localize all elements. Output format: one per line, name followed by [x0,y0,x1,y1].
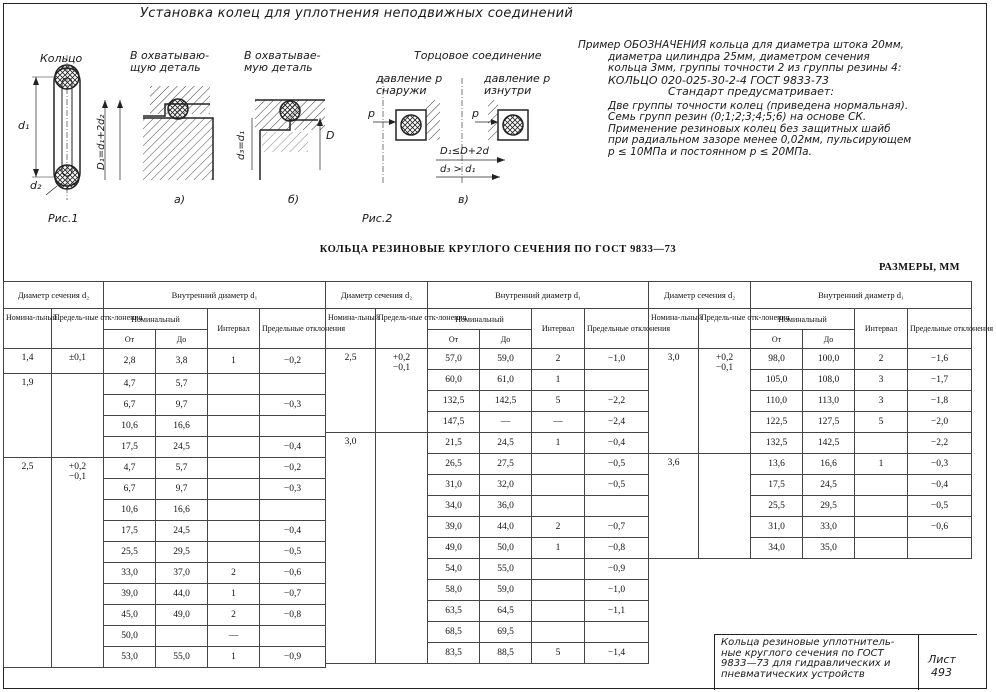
cell-interval [208,374,260,395]
header-dev-col: Предель-ные отк-лонения [376,309,428,349]
cell-to: 24,5 [803,475,855,496]
section-deviation-line: −0,1 [715,363,734,373]
cell-to: 44,0 [480,517,532,538]
header-nominal-col: Номина-льный [4,309,52,349]
cell-limit: −0,4 [260,437,326,458]
title-block-divider [918,635,919,690]
header-interval: Интервал [855,309,908,349]
cell-from: 58,0 [428,580,480,601]
cell-limit: −0,7 [585,517,649,538]
seal-drawing-a [102,86,213,180]
cell-limit: −1,8 [908,391,972,412]
sym-b-dim: d₃=d₁ [236,130,247,160]
header-to: До [803,330,855,349]
cell-to: 59,0 [480,349,532,370]
cell-interval [208,500,260,521]
cell-from: 17,5 [104,437,156,458]
cell-to: 24,5 [156,437,208,458]
cell-to: 44,0 [156,584,208,605]
cell-limit: −0,3 [260,395,326,416]
cell-limit: −0,8 [260,605,326,626]
cell-interval: 1 [532,538,585,559]
cell-to: 16,6 [156,416,208,437]
cell-limit: −0,9 [585,559,649,580]
cell-from: 63,5 [428,601,480,622]
section-nominal: 2,5 [326,349,376,433]
cell-limit [260,500,326,521]
cell-from: 57,0 [428,349,480,370]
cell-limit: −2,0 [908,412,972,433]
cell-interval [532,475,585,496]
cell-interval [532,496,585,517]
cell-interval [855,496,908,517]
cell-limit [260,416,326,437]
cell-limit: −0,6 [908,517,972,538]
cell-to: 16,6 [803,454,855,475]
cell-interval: 5 [532,391,585,412]
ring-label: Кольцо [40,52,83,65]
cell-to: 61,0 [480,370,532,391]
cell-limit: −0,3 [260,479,326,500]
figure-1-caption: Рис.1 [48,212,79,225]
sizes-label: РАЗМЕРЫ, ММ [878,262,960,273]
cell-from: 68,5 [428,622,480,643]
cell-interval [855,517,908,538]
sym-p-right: p [472,107,479,120]
section-nominal: 1,9 [4,374,52,458]
cell-limit: −0,2 [260,349,326,374]
cell-to: 16,6 [156,500,208,521]
cell-interval [208,479,260,500]
cell-to: 9,7 [156,479,208,500]
cell-from: 122,5 [751,412,803,433]
cell-interval [208,395,260,416]
cell-interval [208,416,260,437]
rings-table-3 [648,281,994,559]
cell-interval: 3 [855,370,908,391]
cell-interval [208,458,260,479]
cell-to: 27,5 [480,454,532,475]
cell-limit: −1,4 [585,643,649,664]
cell-from: 26,5 [428,454,480,475]
cell-interval: 2 [208,605,260,626]
cell-to: 24,5 [156,521,208,542]
cell-interval [532,622,585,643]
cell-limit [260,626,326,647]
cell-from: 33,0 [104,563,156,584]
cell-limit: −0,4 [585,433,649,454]
cell-to: — [480,412,532,433]
table-row [649,349,972,370]
header-to: До [480,330,532,349]
cell-to: 29,5 [803,496,855,517]
cell-from: 6,7 [104,479,156,500]
cell-interval [532,559,585,580]
section-nominal: 2,5 [4,458,52,668]
figure-title: Установка колец для уплотнения неподвижных соединений [140,6,574,21]
cell-interval: 2 [532,517,585,538]
caption-a: а) [174,193,186,206]
header-inner: Внутренний диаметр d₁ [751,282,972,309]
cell-from: 132,5 [428,391,480,412]
cell-to: 9,7 [156,395,208,416]
cell-from: 45,0 [104,605,156,626]
cell-to: 29,5 [156,542,208,563]
section-deviation [52,374,104,458]
cell-from: 4,7 [104,458,156,479]
cell-from: 54,0 [428,559,480,580]
seal-drawing-b [252,100,325,180]
cell-from: 17,5 [751,475,803,496]
section-deviation [699,454,751,559]
cell-limit: −0,5 [585,454,649,475]
cell-interval: 2 [208,563,260,584]
cell-from: 105,0 [751,370,803,391]
cell-limit [908,538,972,559]
cell-interval [532,601,585,622]
cell-limit: −1,0 [585,349,649,370]
cell-from: 31,0 [751,517,803,538]
cell-to: 32,0 [480,475,532,496]
cell-to: 142,5 [480,391,532,412]
cell-to: 108,0 [803,370,855,391]
cell-to [156,626,208,647]
cell-from: 4,7 [104,374,156,395]
cell-interval: — [208,626,260,647]
cell-from: 21,5 [428,433,480,454]
cell-limit: −1,1 [585,601,649,622]
title-block-text: Кольца резиновые уплотнитель- ные круглого сечения по ГОСТ 9833—73 для гидравлических и пневматических устройств [721,637,895,680]
rings-table-2 [325,281,671,664]
cell-from: 25,5 [751,496,803,517]
header-section: Диаметр сечения d₂ [649,282,751,309]
label-face: Торцовое соединение [414,49,542,62]
cell-to: 3,8 [156,349,208,374]
caption-c: в) [458,193,469,206]
cell-to: 33,0 [803,517,855,538]
cell-limit: −0,6 [260,563,326,584]
cell-limit: −0,5 [260,542,326,563]
cell-from: 6,7 [104,395,156,416]
cell-limit: −0,3 [908,454,972,475]
title-block [714,634,977,690]
section-nominal: 3,6 [649,454,699,559]
cell-interval [532,454,585,475]
section-nominal: 1,4 [4,349,52,374]
section-deviation [376,433,428,664]
cell-from: 132,5 [751,433,803,454]
cell-interval: 5 [855,412,908,433]
cell-interval: 1 [532,433,585,454]
table-row [4,458,326,479]
cell-interval [208,521,260,542]
sym-a-dim: D₁=d₁+2d₂ [96,114,107,170]
header-from: От [104,330,156,349]
cell-to: 55,0 [480,559,532,580]
header-inner: Внутренний диаметр d₁ [428,282,649,309]
section-nominal: 3,0 [649,349,699,454]
section-deviation [52,349,104,374]
header-section: Диаметр сечения d₂ [4,282,104,309]
cell-from: 17,5 [104,521,156,542]
cell-limit: −1,7 [908,370,972,391]
cell-from: 83,5 [428,643,480,664]
cell-to: 69,5 [480,622,532,643]
cell-from: 98,0 [751,349,803,370]
cell-to: 36,0 [480,496,532,517]
table-row [326,349,649,370]
header-inner: Внутренний диаметр d₁ [104,282,326,309]
header-from: От [751,330,803,349]
table-row [326,433,649,454]
cell-to: 127,5 [803,412,855,433]
cell-to: 100,0 [803,349,855,370]
cell-limit: −1,6 [908,349,972,370]
cell-to: 59,0 [480,580,532,601]
cell-limit: −0,9 [260,647,326,668]
sym-d1: d₁ [18,119,30,132]
cell-interval: 1 [208,647,260,668]
face-dim1: D₁≤D+2d [440,146,489,157]
cell-interval [532,580,585,601]
header-section: Диаметр сечения d₂ [326,282,428,309]
table-row [4,349,326,374]
cell-interval: 5 [532,643,585,664]
label-b: В охватывае- мую деталь [244,49,321,74]
sym-d2: d₂ [30,179,42,192]
header-dev-col: Предель-ные отк-лонения [52,309,104,349]
cell-interval [855,475,908,496]
cell-to: 64,5 [480,601,532,622]
cell-from: 34,0 [751,538,803,559]
table-title: КОЛЬЦА РЕЗИНОВЫЕ КРУГЛОГО СЕЧЕНИЯ ПО ГОСТ 9833—73 [319,244,677,255]
rings-table-1 [3,281,346,668]
cell-to: 88,5 [480,643,532,664]
caption-b: б) [288,193,300,206]
figure-2-caption: Рис.2 [362,212,393,225]
header-interval: Интервал [208,309,260,349]
cell-limit [585,496,649,517]
pressure-outside: давление р снаружи [376,72,443,97]
cell-from: 53,0 [104,647,156,668]
section-deviation-line: +0,2 [715,353,734,363]
cell-from: 147,5 [428,412,480,433]
section-deviation-line: +0,2 [392,353,411,363]
cell-from: 60,0 [428,370,480,391]
cell-limit: −0,5 [585,475,649,496]
cell-to: 35,0 [803,538,855,559]
cell-limit: −0,8 [585,538,649,559]
cell-limit: −0,7 [260,584,326,605]
cell-interval [208,542,260,563]
cell-limit: −2,2 [908,433,972,454]
sym-p-left: p [368,107,375,120]
cell-from: 39,0 [428,517,480,538]
cell-from: 34,0 [428,496,480,517]
header-limit-dev: Предельные отклонения [908,309,972,349]
cell-interval [208,437,260,458]
cell-from: 13,6 [751,454,803,475]
cell-from: 10,6 [104,500,156,521]
designation-note: Пример ОБОЗНАЧЕНИЯ кольца для диаметра штока 20мм, диаметра цилиндра 25мм, диаметром сечения кольца 3мм, группы точности 2 из группы резины 4: КОЛЬЦО 020-025-30-2-4 ГОСТ 9833-73 Стандарт предусматривает: Две группы точности колец (приведена нормальная). Семь групп резин (0;1;2;3;4;5;6) на основе СК. Применение резиновых колец без защитных шайб при радиальном зазоре менее 0,02мм, пульсирующем p ≤ 10МПа и постоянном p ≤ 20МПа. [578,39,912,158]
header-nominal: Номинальный [428,309,532,330]
cell-from: 50,0 [104,626,156,647]
header-nominal-col: Номина-льный [649,309,699,349]
cell-to: 50,0 [480,538,532,559]
section-nominal: 3,0 [326,433,376,664]
section-deviation-line: +0,2 [68,462,87,472]
cell-interval: 1 [855,454,908,475]
cell-from: 49,0 [428,538,480,559]
cell-interval: 1 [208,584,260,605]
header-to: До [156,330,208,349]
cell-limit [585,622,649,643]
cell-to: 37,0 [156,563,208,584]
cell-interval [855,538,908,559]
cell-interval: 3 [855,391,908,412]
header-nominal: Номинальный [104,309,208,330]
sheet-number: 493 [931,666,952,679]
header-dev-col: Предель-ные отк-лонения [699,309,751,349]
table-row [649,454,972,475]
cell-from: 25,5 [104,542,156,563]
header-interval: Интервал [532,309,585,349]
header-nominal: Номинальный [751,309,855,330]
cell-from: 110,0 [751,391,803,412]
table-row [4,374,326,395]
cell-to: 24,5 [480,433,532,454]
section-deviation-line: −0,1 [68,472,87,482]
header-nominal-col: Номина-льный [326,309,376,349]
pressure-inside: давление р изнутри [484,72,551,97]
cell-to: 5,7 [156,458,208,479]
cell-to: 113,0 [803,391,855,412]
cell-to: 5,7 [156,374,208,395]
header-limit-dev: Предельные отклонения [585,309,649,349]
cell-limit: −0,2 [260,458,326,479]
cell-interval: — [532,412,585,433]
cell-to: 49,0 [156,605,208,626]
cell-limit: −1,0 [585,580,649,601]
cell-limit [585,370,649,391]
cell-interval: 1 [532,370,585,391]
section-deviation [376,349,428,433]
cell-limit: −0,4 [260,521,326,542]
cell-to: 142,5 [803,433,855,454]
section-deviation-line: −0,1 [392,363,411,373]
face-dim2: d₃ > d₁ [440,164,476,175]
sheet-label: Лист [928,653,956,666]
cell-to: 55,0 [156,647,208,668]
cell-limit: −2,4 [585,412,649,433]
cell-interval [855,433,908,454]
cell-limit: −2,2 [585,391,649,412]
cell-interval: 2 [855,349,908,370]
cell-interval: 1 [208,349,260,374]
cell-limit [260,374,326,395]
cell-limit: −0,5 [908,496,972,517]
cell-from: 10,6 [104,416,156,437]
sym-D: D [326,129,335,142]
header-limit-dev: Предельные отклонения [260,309,326,349]
cell-limit: −0,4 [908,475,972,496]
header-from: От [428,330,480,349]
section-deviation-line: ±0,1 [68,353,87,363]
cell-from: 39,0 [104,584,156,605]
cell-from: 31,0 [428,475,480,496]
section-deviation [699,349,751,454]
cell-from: 2,8 [104,349,156,374]
cell-interval: 2 [532,349,585,370]
label-a: В охватываю- щую деталь [130,49,210,74]
section-deviation [52,458,104,668]
